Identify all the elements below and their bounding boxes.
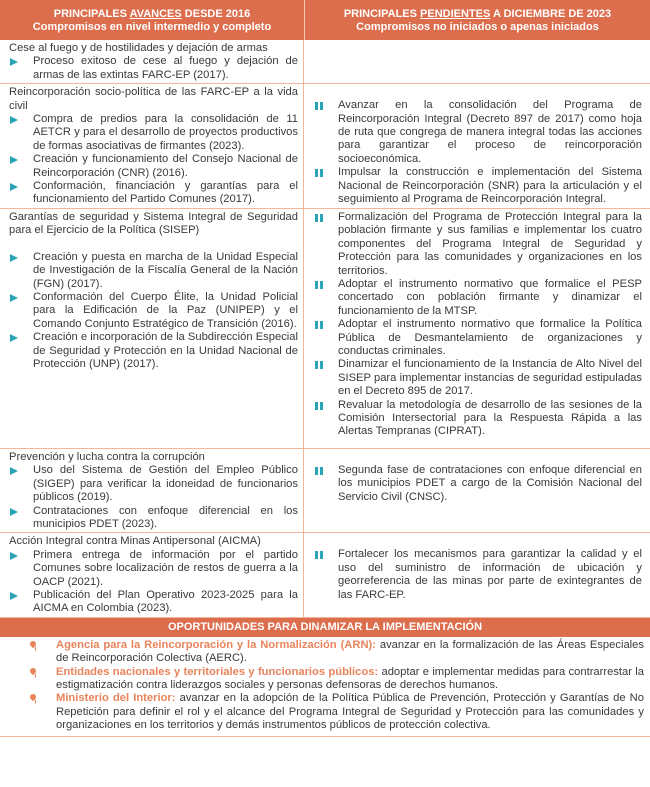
- pending-text: Fortalecer los mecanismos para garantizar la calidad y el uso del suministro de información de ubicación y georreferencia de las minas por parte de exintegrantes de las FARC-EP.: [338, 548, 642, 601]
- advance-text: Compra de predios para la consolidación de 11 AETCR y para el desarrollo de proyectos productivos de formas asociativas de firmantes (2023).: [33, 113, 298, 152]
- advance-text: Primera entrega de información por el partido Comunes sobre localización de restos de guerra a la OACP (2021).: [33, 548, 298, 588]
- advance-item: [9, 549, 298, 589]
- pending-text: Adoptar el instrumento normativo que formalice el PESP concertado con población firmante y dinamizar el funcionamiento de la MTSP.: [338, 277, 642, 317]
- bullet: [314, 278, 338, 318]
- pending-text: Segunda fase de contrataciones con enfoque diferencial en los municipios PDET a cargo de la Comisión Nacional del Servicio Civil (CNSC).: [338, 463, 642, 503]
- header-emphasis: PENDIENTES: [420, 8, 491, 20]
- opportunity-description: adoptar e implementar medidas para contrarrestar la estigmatización contra liderazgos sociales y personas defensoras de derechos humanos.: [56, 665, 645, 691]
- opportunity-entity: Agencia para la Reincorporación y la Normalización (ARN):: [56, 638, 376, 651]
- bullet: [9, 153, 33, 180]
- bullet: [10, 639, 56, 666]
- advances-cell: [0, 449, 304, 532]
- advance-item: [9, 331, 298, 371]
- pause-bullet-icon: [315, 169, 338, 177]
- opportunities-title: OPORTUNIDADES PARA DINAMIZAR LA IMPLEMENTACIÓN: [0, 618, 650, 637]
- advance-item: [9, 113, 298, 153]
- theme-title: Cese al fuego y de hostilidades y dejación de armas: [9, 42, 268, 54]
- pause-bullet-icon: [315, 467, 338, 475]
- theme-title: Acción Integral contra Minas Antipersonal (AICMA): [9, 535, 261, 548]
- bullet: [9, 291, 33, 331]
- table-row: [0, 84, 650, 209]
- triangle-bullet-icon: [10, 334, 18, 342]
- pending-text: Revaluar la metodología de desarrollo de las sesiones de la Comisión Intersectorial para la Respuesta Rápida a las Alertas Tempranas (CIPRAT).: [338, 398, 642, 438]
- map-pin-icon: [29, 640, 37, 648]
- header-text: A DICIEMBRE DE 2023: [490, 8, 612, 20]
- advance-text: Creación y puesta en marcha de la Unidad Especial de Investigación de la Fiscalía General de la Nación (FGN) (2017).: [33, 250, 298, 290]
- bullet: [9, 55, 33, 82]
- table-header: [0, 0, 650, 40]
- pending-item: [314, 99, 642, 166]
- bullet: [314, 99, 338, 166]
- pending-cell: [304, 533, 650, 616]
- pending-text: Formalización del Programa de Protección Integral para la población firmante y sus familias e implementar los cuatro componentes del Programa Integral de Seguridad y Protección para las comunidades y organizaciones en los territorios.: [338, 210, 642, 277]
- bullet: [10, 692, 56, 732]
- pending-text: Adoptar el instrumento normativo que formalice la Política Pública de Desmantelamiento de organizaciones y conductas criminales.: [338, 318, 642, 357]
- map-pin-icon: [29, 693, 37, 701]
- pending-text: Avanzar en la consolidación del Programa de Reincorporación Integral (Decreto 897 de 2017) como hoja de ruta que congrega de manera integral todas las acciones para garantizar el proceso de reincorporación socioeconómica.: [338, 99, 642, 165]
- header-emphasis: AVANCES: [129, 8, 182, 20]
- triangle-bullet-icon: [10, 183, 18, 191]
- advance-text: Conformación, financiación y garantías para el funcionamiento del Partido Comunes (2017).: [33, 180, 298, 206]
- opportunity-item: [10, 666, 644, 693]
- map-pin-icon: [29, 666, 37, 674]
- opportunity-description: avanzar en la adopción de la Política Pública de Prevención, Protección y Garantías de No Repetición para definir el rol y el alcance del Programa Integral de Seguridad y Protección para las comunidades y organizaciones en los territorios y demás instrumentos públicos de protección colectiva.: [56, 692, 644, 732]
- pending-item: [314, 464, 642, 504]
- advance-text: Uso del Sistema de Gestión del Empleo Público (SIGEP) para verificar la idoneidad de funcionarios públicos (2019).: [33, 464, 298, 504]
- advance-text: Publicación del Plan Operativo 2023-2025 para la AICMA en Colombia (2023).: [33, 588, 298, 615]
- triangle-bullet-icon: [10, 58, 18, 66]
- advances-cell: [0, 209, 304, 448]
- bullet: [314, 318, 338, 358]
- opportunity-description: avanzar en la formalización de las Áreas Especiales de Reincorporación Colectiva (AERC).: [56, 638, 644, 665]
- header-text: PRINCIPALES: [53, 8, 130, 20]
- opportunity-text: [56, 666, 644, 693]
- table-body: [0, 40, 650, 618]
- advance-item: [9, 505, 298, 532]
- pause-bullet-icon: [315, 402, 338, 410]
- bullet: [9, 464, 33, 504]
- opportunity-entity: Ministerio del Interior:: [56, 692, 176, 705]
- bullet: [9, 589, 33, 616]
- table-row: [0, 209, 650, 449]
- spacer: [9, 238, 298, 251]
- theme-title: Garantías de seguridad y Sistema Integral de Seguridad para el Ejercicio de la Política (SISEP): [9, 210, 298, 237]
- triangle-bullet-icon: [10, 552, 18, 560]
- triangle-bullet-icon: [10, 294, 18, 302]
- advances-cell: [0, 84, 304, 208]
- header-advances: [0, 0, 304, 40]
- advance-text: Conformación del Cuerpo Élite, la Unidad Policial para la Edificación de la Paz (UNIPEP) y el Comando Conjunto Estratégico de Transición (2016).: [33, 290, 298, 330]
- triangle-bullet-icon: [10, 254, 18, 262]
- opportunity-text: [56, 639, 644, 666]
- advance-item: [9, 180, 298, 207]
- advance-text: Creación y funcionamiento del Consejo Nacional de Reincorporación (CNR) (2016).: [33, 153, 298, 179]
- advance-text: Proceso exitoso de cese al fuego y dejación de armas de las extintas FARC-EP (2017).: [33, 55, 298, 81]
- pending-item: [314, 211, 642, 278]
- triangle-bullet-icon: [10, 116, 18, 124]
- bullet: [9, 113, 33, 153]
- bullet: [314, 211, 338, 278]
- pending-item: [314, 548, 642, 602]
- triangle-bullet-icon: [10, 156, 18, 164]
- bullet: [314, 464, 338, 504]
- pending-item: [314, 318, 642, 358]
- advance-item: [9, 251, 298, 291]
- opportunities-list: [0, 637, 650, 737]
- pending-item: [314, 358, 642, 398]
- pending-item: [314, 399, 642, 439]
- table-row: [0, 40, 650, 84]
- header-text: DESDE 2016: [181, 8, 251, 20]
- header-subtitle: Compromisos no iniciados o apenas iniciados: [356, 21, 599, 33]
- pending-cell: [304, 449, 650, 532]
- pause-bullet-icon: [315, 281, 338, 289]
- triangle-bullet-icon: [10, 508, 18, 516]
- pending-cell: [304, 84, 650, 208]
- bullet: [9, 549, 33, 589]
- bullet: [9, 251, 33, 291]
- pause-bullet-icon: [315, 551, 338, 559]
- triangle-bullet-icon: [10, 592, 18, 600]
- bullet: [9, 331, 33, 371]
- pause-bullet-icon: [315, 321, 338, 329]
- opportunity-item: [10, 639, 644, 666]
- header-pending: [304, 0, 650, 40]
- advances-cell: [0, 40, 304, 83]
- bullet: [314, 548, 338, 602]
- advance-item: [9, 153, 298, 180]
- advances-cell: [0, 533, 304, 616]
- bullet: [314, 166, 338, 206]
- advance-text: Contrataciones con enfoque diferencial en los municipios PDET (2023).: [33, 504, 298, 530]
- pending-cell: [304, 40, 650, 83]
- table-row: [0, 449, 650, 533]
- advance-item: [9, 55, 298, 82]
- advance-item: [9, 291, 298, 331]
- advance-item: [9, 464, 298, 504]
- opportunity-entity: Entidades nacionales y territoriales y funcionarios públicos:: [56, 665, 379, 678]
- pending-item: [314, 278, 642, 318]
- header-subtitle: Compromisos en nivel intermedio y completo: [32, 21, 272, 33]
- triangle-bullet-icon: [10, 467, 18, 475]
- advance-item: [9, 589, 298, 616]
- opportunity-item: [10, 692, 644, 732]
- theme-title: Reincorporación socio-política de las FARC-EP a la vida civil: [9, 86, 298, 112]
- header-text: PRINCIPALES: [343, 8, 421, 20]
- pending-text: Dinamizar el funcionamiento de la Instancia de Alto Nivel del SISEP para implementar instancias de seguridad estipuladas en el Decreto 895 de 2017.: [338, 358, 642, 398]
- table-row: [0, 533, 650, 617]
- pause-bullet-icon: [315, 361, 338, 369]
- bullet: [9, 180, 33, 207]
- opportunity-text: [56, 692, 644, 732]
- bullet: [314, 358, 338, 398]
- advance-text: Creación e incorporación de la Subdirección Especial de Seguridad y Protección en la Unidad Nacional de Protección (UNP) (2017).: [33, 331, 298, 370]
- theme-title: Prevención y lucha contra la corrupción: [9, 450, 205, 463]
- bullet: [10, 666, 56, 693]
- pending-text: Impulsar la construcción e implementación del Sistema Nacional de Reincorporación (SNR) para la articulación y el seguimiento al Programa de Reincorporación Integral.: [338, 166, 642, 206]
- pending-cell: [304, 209, 650, 448]
- bullet: [9, 505, 33, 532]
- bullet: [314, 399, 338, 439]
- pause-bullet-icon: [315, 102, 338, 110]
- pause-bullet-icon: [315, 214, 338, 222]
- pending-item: [314, 166, 642, 206]
